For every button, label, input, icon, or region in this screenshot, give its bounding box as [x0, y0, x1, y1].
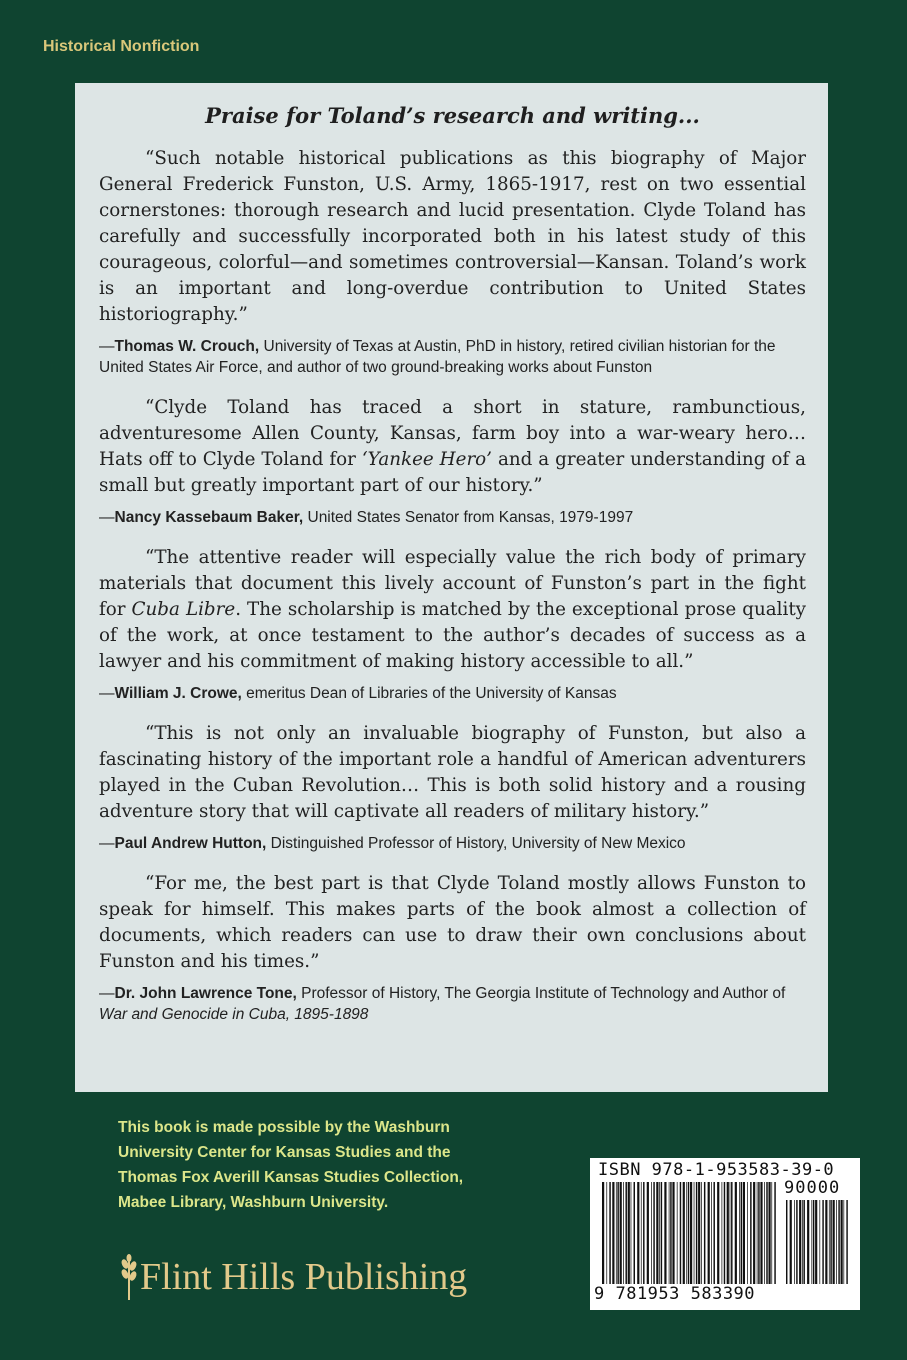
quote-3-author: William J. Crowe,: [114, 685, 242, 702]
quote-2-attribution: [99, 507, 806, 528]
barcode-bar: [730, 1182, 731, 1284]
barcode-bar: [825, 1200, 827, 1284]
barcode-bar: [602, 1182, 604, 1284]
barcode-bar: [609, 1182, 610, 1284]
quote-1-credit: University of Texas at Austin, PhD in history, retired civilian historian for the United States Air Force, and author of two ground-breaking works about Funston: [99, 338, 776, 376]
book-title-yankee-hero: ‘Yankee Hero’: [361, 449, 492, 470]
quote-4-attribution: [99, 833, 806, 854]
sponsor-line: Mabee Library, Washburn University.: [118, 1194, 389, 1211]
barcode-bar: [846, 1200, 847, 1284]
barcode-bar: [653, 1182, 654, 1284]
barcode-bar: [790, 1200, 792, 1284]
quote-1-author: Thomas W. Crouch,: [114, 338, 260, 355]
barcode-bar: [774, 1182, 775, 1284]
barcode-bar: [813, 1200, 814, 1284]
quote-3-text: “The attentive reader will especially value the rich body of primary materials that document this lively account of Funston’s part in the fight for Cuba Libre. The scholarship is matched by the exceptional prose quality of the work, at once testament to the author’s decades of success as a lawyer and his commitment of making history accessible to all.”: [99, 547, 806, 672]
barcode-bar: [617, 1182, 618, 1284]
quote-3-attribution: [99, 683, 806, 704]
attribution-dash: —: [99, 835, 115, 852]
barcode-bar: [669, 1182, 670, 1284]
barcode-bar: [836, 1200, 837, 1284]
attribution-dash: —: [99, 685, 115, 702]
sponsor-line: Thomas Fox Averill Kansas Studies Collection,: [118, 1169, 464, 1186]
barcode-bar: [701, 1182, 702, 1284]
barcode-bar: [625, 1182, 626, 1284]
attribution-dash: —: [99, 985, 115, 1002]
barcode-bar: [672, 1182, 674, 1284]
quote-2-credit: United States Senator from Kansas, 1979-1997: [303, 509, 634, 526]
barcode-bar: [656, 1182, 658, 1284]
barcode-bar: [735, 1182, 737, 1284]
barcode-bar: [634, 1182, 635, 1284]
quote-4-author: Paul Andrew Hutton,: [114, 835, 267, 852]
barcode-bar: [760, 1182, 762, 1284]
quote-4-text: “This is not only an invaluable biography of Funston, but also a fascinating history of the important role a handful of American adventurers played in the Cuban Revolution… This is both solid history and a rousing adventure story that will captivate all readers of military history.”: [99, 723, 806, 822]
barcode-bar: [683, 1182, 685, 1284]
publisher-name: Flint Hills Publishing: [140, 1256, 468, 1298]
barcode-bar: [768, 1182, 770, 1284]
barcode-bar: [631, 1182, 632, 1284]
barcode-bar: [677, 1182, 678, 1284]
barcode-bar: [641, 1182, 642, 1284]
barcode-bar: [708, 1182, 710, 1284]
barcode-bar: [727, 1182, 729, 1284]
barcode-bar: [802, 1200, 803, 1284]
term-cuba-libre: Cuba Libre: [131, 599, 236, 620]
barcode-bar: [698, 1182, 700, 1284]
barcode-bar: [628, 1182, 630, 1284]
quote-4-credit: Distinguished Professor of History, University of New Mexico: [266, 835, 686, 852]
barcode-bar: [661, 1182, 662, 1284]
barcode-bar: [764, 1182, 765, 1284]
isbn-barcode: [590, 1158, 860, 1310]
barcode-bar: [741, 1182, 742, 1284]
barcode-bar: [637, 1182, 639, 1284]
barcode-bar: [731, 1182, 732, 1284]
publisher-logo: [118, 1254, 467, 1300]
quote-2-author: Nancy Kassebaum Baker,: [114, 509, 304, 526]
barcode-bar: [711, 1182, 712, 1284]
quote-5-author: Dr. John Lawrence Tone,: [114, 985, 297, 1002]
quote-1-text: “Such notable historical publications as this biography of Major General Frederick Funston, U.S. Army, 1865-1917, rest on two essential cornerstones: thorough research and lucid presentation. Clyde Toland has carefully and successfully incorporated both in his latest study of this courageous, colorful—and sometimes controversial—Kansan. Toland’s work is an important and long-overdue contribution to United States historiography.”: [99, 148, 806, 325]
ean-digits: 9 781953 583390: [594, 1284, 756, 1304]
barcode-bar: [690, 1182, 692, 1284]
barcode-bar: [713, 1182, 714, 1284]
barcode-bar: [799, 1200, 801, 1284]
barcode-bar: [659, 1182, 660, 1284]
barcode-bar: [803, 1200, 804, 1284]
barcode-bar: [643, 1182, 644, 1284]
barcode-bar: [651, 1182, 652, 1284]
praise-panel: [75, 83, 828, 1092]
quote-5-text: “For me, the best part is that Clyde Toland mostly allows Funston to speak for himself. This makes parts of the book almost a collection of documents, which readers can use to draw their own conclusions about Funston and his times.”: [99, 873, 806, 972]
barcode-bar: [670, 1182, 671, 1284]
quote-3-credit: emeritus Dean of Libraries of the University of Kansas: [241, 685, 617, 702]
barcode-bar: [796, 1200, 797, 1284]
barcode-bar: [753, 1182, 755, 1284]
barcode-bar: [696, 1182, 697, 1284]
barcode-bar: [717, 1182, 719, 1284]
barcode-bar: [838, 1200, 839, 1284]
barcode-bar: [819, 1200, 820, 1284]
barcode-bar: [612, 1182, 614, 1284]
barcode-bar: [747, 1182, 748, 1284]
barcode-bar: [771, 1182, 772, 1284]
sponsor-line: This book is made possible by the Washburn: [118, 1119, 450, 1136]
barcode-bar: [606, 1182, 607, 1284]
barcode-bar: [704, 1182, 705, 1284]
barcode-bar: [647, 1182, 649, 1284]
quote-5-attribution: [99, 983, 806, 1025]
attribution-dash: —: [99, 338, 115, 355]
barcode-bar: [811, 1200, 812, 1284]
barcode-bar: [757, 1182, 758, 1284]
isbn-label: ISBN 978-1-953583-39-0: [598, 1160, 835, 1180]
barcode-bar: [822, 1200, 823, 1284]
barcode-bar: [623, 1182, 624, 1284]
barcode-bar: [750, 1182, 751, 1284]
ean-barcode-bars: [602, 1182, 778, 1284]
barcode-bar: [829, 1200, 830, 1284]
barcode-bar: [830, 1200, 831, 1284]
barcode-bar: [841, 1200, 843, 1284]
barcode-bar: [815, 1200, 817, 1284]
sponsor-note: [118, 1115, 538, 1215]
barcode-bar: [620, 1182, 622, 1284]
barcode-bar: [739, 1182, 740, 1284]
quote-1-attribution: [99, 336, 806, 378]
barcode-bar: [680, 1182, 681, 1284]
barcode-bar: [616, 1182, 617, 1284]
quote-5-credit: Professor of History, The Georgia Institute of Technology and Author of: [296, 985, 786, 1002]
barcode-bar: [724, 1182, 725, 1284]
barcode-bar: [688, 1182, 689, 1284]
barcode-bar: [743, 1182, 745, 1284]
barcode-bar: [833, 1200, 835, 1284]
barcode-bar: [807, 1200, 809, 1284]
barcode-bar: [786, 1200, 787, 1284]
quote-5-book-title: War and Genocide in Cuba, 1895-1898: [99, 1006, 369, 1023]
quote-2-text: “Clyde Toland has traced a short in stature, rambunctious, adventuresome Allen County, Kansas, farm boy into a war-weary hero… Hats off to Clyde Toland for ‘Yankee Hero’ and a greater understanding of a small but greatly important part of our history.”: [99, 397, 806, 496]
barcode-bar: [686, 1182, 687, 1284]
barcode-bar: [694, 1182, 695, 1284]
barcode-bar: [766, 1182, 767, 1284]
price-code: 90000: [784, 1178, 841, 1198]
barcode-bar: [758, 1182, 759, 1284]
barcode-bar: [794, 1200, 795, 1284]
category-label: Historical Nonfiction: [43, 38, 200, 55]
attribution-dash: —: [99, 509, 115, 526]
barcode-bar: [722, 1182, 723, 1284]
praise-heading: Praise for Toland’s research and writing...: [205, 103, 700, 128]
barcode-bar: [664, 1182, 666, 1284]
barcode-bar: [843, 1200, 844, 1284]
price-barcode-bars: [786, 1200, 850, 1284]
wheat-icon: [118, 1254, 140, 1300]
sponsor-line: University Center for Kansas Studies and the: [118, 1144, 451, 1161]
